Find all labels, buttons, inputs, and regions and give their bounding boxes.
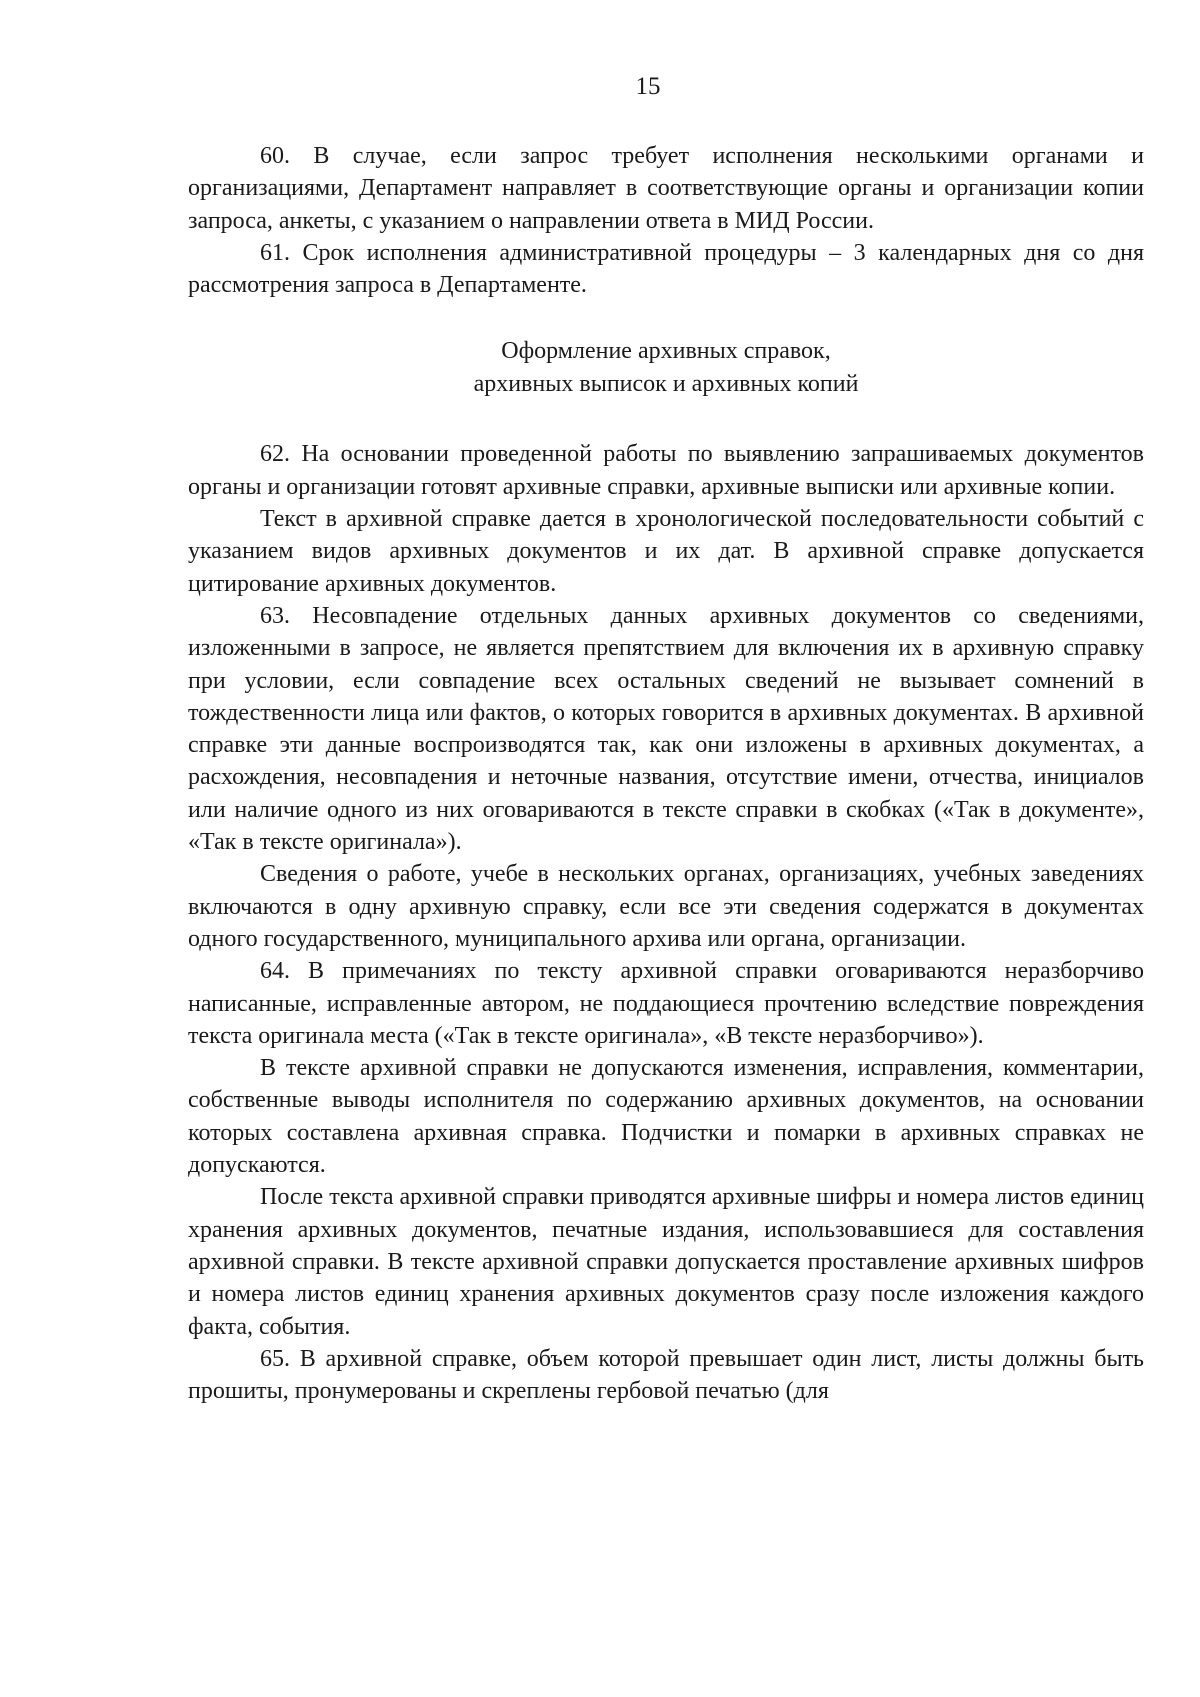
paragraph-63: 63. Несовпадение отдельных данных архивных документов со сведениями, изложенными в запросе, не является препятствием для включения их в архивную справку при условии, если совпадение всех остальных сведений не вызывает сомнений в тождественности лица или фактов, о которых говорится в архивных документах. В архивной справке эти данные воспроизводятся так, как они изложены в архивных документах, а расхождения, несовпадения и неточные названия, отсутствие имени, отчества, инициалов или наличие одного из них оговариваются в тексте справки в скобках («Так в документе», «Так в тексте оригинала»). (188, 602, 1144, 856)
page-number: 15 (635, 73, 661, 100)
paragraph-61: 61. Срок исполнения административной процедуры – 3 календарных дня со дня рассмотрения запроса в Департаменте. (188, 239, 1144, 299)
paragraph-62: 62. На основании проведенной работы по выявлению запрашиваемых документов органы и организации готовят архивные справки, архивные выписки или архивные копии. (188, 441, 1144, 500)
paragraph-64-no-changes: В тексте архивной справки не допускаются изменения, исправления, комментарии, собственные выводы исполнителя по содержанию архивных документов, на основании которых составлена архивная справка. Подчистки и помарки в архивных справках не допускаются. (188, 1055, 1144, 1179)
section-heading-line-1: Оформление архивных справок, (501, 338, 831, 365)
document-body (188, 140, 1144, 1407)
paragraph-62-text-order: Текст в архивной справке дается в хронологической последовательности событий с указанием видов архивных документов и их дат. В архивной справке допускается цитирование архивных документов. (188, 506, 1144, 597)
paragraph-64-archival-codes: После текста архивной справки приводятся архивные шифры и номера листов единиц хранения архивных документов, печатные издания, использовавшиеся для составления архивной справки. В тексте архивной справки допускается проставление архивных шифров и номера листов единиц хранения архивных документов сразу после изложения каждого факта, события. (188, 1184, 1144, 1340)
section-heading (188, 335, 1144, 400)
paragraph-60: 60. В случае, если запрос требует исполнения несколькими органами и организациями, Департамент направляет в соответствующие органы и организации копии запроса, анкеты, с указанием о направлении ответа в МИД России. (188, 143, 1144, 234)
paragraph-65: 65. В архивной справке, объем которой превышает один лист, листы должны быть прошиты, пронумерованы и скреплены гербовой печатью (для (188, 1345, 1144, 1405)
section-heading-line-2: архивных выписок и архивных копий (473, 370, 859, 397)
paragraph-63-multiple-organizations: Сведения о работе, учебе в нескольких органах, организациях, учебных заведениях включаются в одну архивную справку, если все эти сведения содержатся в документах одного государственного, муниципального архива или органа, организации. (188, 861, 1144, 952)
paragraph-64: 64. В примечаниях по тексту архивной справки оговариваются неразборчиво написанные, исправленные автором, не поддающиеся прочтению вследствие повреждения текста оригинала места («Так в тексте оригинала», «В тексте неразборчиво»). (188, 958, 1144, 1049)
